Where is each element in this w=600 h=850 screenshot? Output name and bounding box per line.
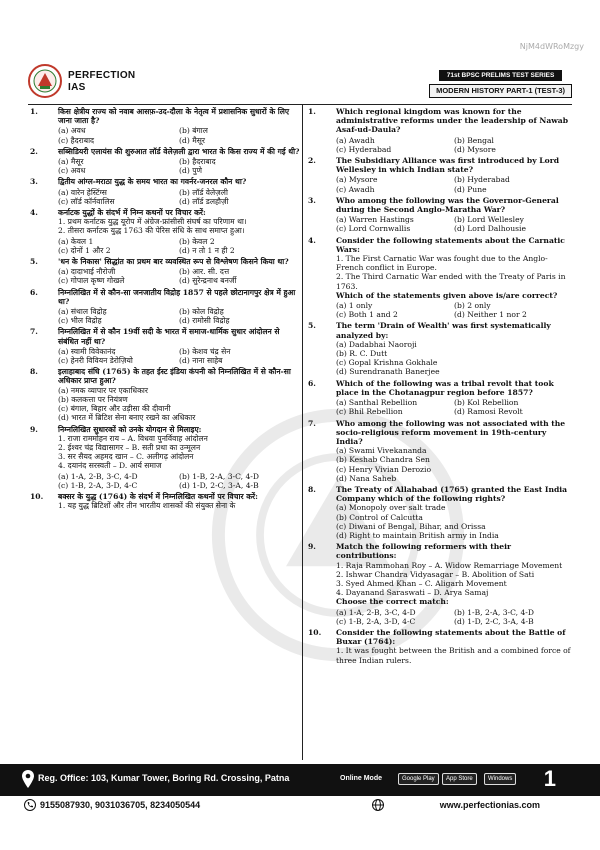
question-item xyxy=(28,367,300,422)
options-grid xyxy=(336,215,572,233)
question-text: The Treaty of Allahabad (1765) granted the East India Company which of the following rights? xyxy=(336,484,568,504)
option-choice: (a) Awadh xyxy=(336,135,375,145)
option-choice: (d) लॉर्ड डलहौज़ी xyxy=(179,196,229,206)
option-choice: (c) लॉर्ड कॉर्नवालिस xyxy=(58,196,115,206)
question-statement: 3. Syed Ahmed Khan – C. Aligarh Movement xyxy=(336,578,507,588)
option-choice: (c) Henry Vivian Derozio xyxy=(336,464,432,474)
brand-line1: PERFECTION xyxy=(68,70,136,81)
option-choice: (a) संथाल विद्रोह xyxy=(58,307,107,317)
option-choice: (d) 1-D, 2-C, 3-A, 4-B xyxy=(179,480,259,490)
question-number: 4. xyxy=(30,208,38,218)
phone-numbers: 9155087930, 9031036705, 8234050544 xyxy=(40,800,201,810)
option-choice: (d) Right to maintain British army in India xyxy=(336,530,499,540)
option-choice: (c) Bhil Rebellion xyxy=(336,407,403,417)
option-choice: (a) वारेन हेस्टिंग्स xyxy=(58,187,107,197)
test-part-title: MODERN HISTORY PART-1 (TEST-3) xyxy=(429,84,572,98)
option-choice: (d) Nana Saheb xyxy=(336,473,397,483)
question-number: 7. xyxy=(30,327,38,337)
option-choice: (b) Keshab Chandra Sen xyxy=(336,455,430,465)
option-choice: (c) गोपाल कृष्ण गोखले xyxy=(58,276,125,286)
option-choice: (d) Lord Dalhousie xyxy=(454,224,526,234)
brand-line2: IAS xyxy=(68,82,86,93)
question-item xyxy=(28,492,300,510)
option-choice: (b) Kol Rebellion xyxy=(454,398,519,408)
question-item xyxy=(306,236,572,320)
question-item xyxy=(28,177,300,206)
question-number: 9. xyxy=(308,542,316,552)
option-choice: (a) स्वामी विवेकानंद xyxy=(58,346,116,356)
question-statement: 1. प्रथम कर्नाटक युद्ध यूरोप में अंग्रेज-फ्रांसीसी संघर्ष का परिणाम था। xyxy=(58,217,247,227)
option-choice: (a) अवध xyxy=(58,126,86,136)
question-statement: 2. The Third Carnatic War ended with the Treaty of Paris in 1763. xyxy=(336,272,566,291)
options-grid xyxy=(336,608,572,626)
question-text: Which of the following was a tribal revolt that took place in the Chotanagpur region before 1857? xyxy=(336,378,554,397)
question-item xyxy=(306,107,572,154)
question-text: निम्नलिखित सुधारकों को उनके योगदान से मिलाइए: xyxy=(58,424,202,434)
options-grid xyxy=(58,347,300,365)
hindi-column xyxy=(28,107,300,760)
option-choice: (d) पुणे xyxy=(179,166,203,176)
question-statement: 1. यह युद्ध ब्रिटिशों और तीन भारतीय शासकों की संयुक्त सेना के xyxy=(58,501,236,511)
option-choice: (b) बंगाल xyxy=(179,126,208,136)
option-choice: (a) Monopoly over salt trade xyxy=(336,503,446,513)
option-choice: (a) केवल 1 xyxy=(58,236,94,246)
option-choice: (b) 2 only xyxy=(454,301,491,311)
option-choice: (c) 1-B, 2-A, 3-D, 4-C xyxy=(336,616,416,626)
option-choice: (c) Gopal Krishna Gokhale xyxy=(336,358,438,368)
location-pin-icon xyxy=(22,770,34,788)
options-grid xyxy=(336,175,572,193)
watermark-code: NjM4dWRoMzgy xyxy=(519,42,584,51)
office-address: Reg. Office: 103, Kumar Tower, Boring Rd. Crossing, Patna xyxy=(38,773,290,783)
option-choice: (a) 1-A, 2-B, 3-C, 4-D xyxy=(336,607,416,617)
option-choice: (d) Neither 1 nor 2 xyxy=(454,310,527,320)
option-choice: (c) हेनरी विवियन डेरोज़ियो xyxy=(58,356,133,366)
option-choice: (a) नमक व्यापार पर एकाधिकार xyxy=(58,385,149,395)
options-grid xyxy=(58,188,300,206)
question-text: 'धन के निकास' सिद्धांत का प्रथम बार व्यवस्थित रूप से विश्लेषण किसने किया था? xyxy=(58,257,289,267)
page-header xyxy=(28,62,572,104)
option-choice: (b) केवल 2 xyxy=(179,236,215,246)
option-choice: (d) मैसूर xyxy=(179,135,205,145)
question-number: 10. xyxy=(308,627,322,637)
question-prompt: Choose the correct match: xyxy=(336,597,449,607)
app-store-badge[interactable]: App Store xyxy=(442,773,477,785)
option-choice: (b) Lord Wellesley xyxy=(454,215,524,225)
question-statement: 1. Raja Rammohan Roy – A. Widow Remarriage Movement xyxy=(336,560,563,570)
option-choice: (a) Santhal Rebellion xyxy=(336,398,418,408)
question-number: 3. xyxy=(308,195,316,205)
options-grid xyxy=(336,301,572,319)
question-statement: 1. राजा राममोहन राय – A. विधवा पुनर्विवाह आंदोलन xyxy=(58,433,208,443)
option-choice: (b) आर. सी. दत्त xyxy=(179,267,230,277)
question-text: The term 'Drain of Wealth' was first systematically analyzed by: xyxy=(336,321,551,340)
options-grid xyxy=(58,126,300,144)
option-choice: (a) मैसूर xyxy=(58,157,84,167)
question-statement: 2. Ishwar Chandra Vidyasagar – B. Abolition of Sati xyxy=(336,569,535,579)
question-number: 6. xyxy=(308,378,316,388)
question-text: बक्सर के युद्ध (1764) के संदर्भ में निम्नलिखित कथनों पर विचार करें: xyxy=(58,491,258,501)
option-choice: (b) 1-B, 2-A, 3-C, 4-D xyxy=(179,471,259,481)
footer-bar xyxy=(0,764,600,796)
question-number: 1. xyxy=(308,107,316,116)
option-choice: (b) 1-B, 2-A, 3-C, 4-D xyxy=(454,607,534,617)
options-grid xyxy=(336,398,572,416)
options-grid xyxy=(58,267,300,285)
page-number: 1 xyxy=(543,766,556,791)
options-grid xyxy=(58,472,300,490)
option-choice: (c) Diwani of Bengal, Bihar, and Orissa xyxy=(336,521,486,531)
question-item xyxy=(28,327,300,365)
option-choice: (a) Dadabhai Naoroji xyxy=(336,339,417,349)
question-item xyxy=(28,147,300,176)
option-choice: (a) 1 only xyxy=(336,301,373,311)
option-choice: (c) दोनों 1 और 2 xyxy=(58,245,111,255)
option-choice: (d) नाना साहेब xyxy=(179,356,223,366)
option-choice: (b) केशव चंद्र सेन xyxy=(179,346,231,356)
column-divider xyxy=(302,105,303,760)
question-text: इलाहाबाद संधि (1765) के तहत ईस्ट इंडिया कंपनी को निम्नलिखित में से कौन-सा अधिकार प्राप्त हुआ? xyxy=(58,367,291,386)
option-choice: (c) बंगाल, बिहार और उड़ीसा की दीवानी xyxy=(58,404,171,414)
question-item xyxy=(306,379,572,417)
option-choice: (d) सुरेन्द्रनाथ बनर्जी xyxy=(179,276,237,286)
option-choice: (d) न तो 1 न ही 2 xyxy=(179,245,235,255)
option-choice: (c) भील विद्रोह xyxy=(58,316,102,326)
question-item xyxy=(28,107,300,145)
question-prompt: Which of the statements given above is/are correct? xyxy=(336,290,558,300)
option-choice: (c) Both 1 and 2 xyxy=(336,310,398,320)
option-choice: (b) R. C. Dutt xyxy=(336,349,388,359)
brand-name xyxy=(68,70,135,94)
question-number: 5. xyxy=(308,321,316,331)
options-grid xyxy=(336,136,572,154)
option-choice: (a) Swami Vivekananda xyxy=(336,446,427,456)
question-text: Who among the following was not associated with the socio-religious reform movement in 19th-century India? xyxy=(336,418,566,446)
question-text: Who among the following was the Governor-General during the Second Anglo-Maratha War? xyxy=(336,195,559,215)
question-number: 9. xyxy=(30,424,38,434)
question-number: 8. xyxy=(308,484,316,494)
question-text: Consider the following statements about the Carnatic Wars: xyxy=(336,235,565,254)
option-choice: (b) Hyderabad xyxy=(454,175,510,185)
options-grid xyxy=(58,157,300,175)
question-number: 3. xyxy=(30,177,38,187)
option-choice: (b) Control of Calcutta xyxy=(336,512,423,522)
option-choice: (b) हैदराबाद xyxy=(179,157,216,167)
options-grid xyxy=(58,307,300,325)
question-number: 2. xyxy=(308,156,316,166)
question-number: 8. xyxy=(30,367,38,377)
question-text: द्वितीय आंग्ल-मराठा युद्ध के समय भारत का गवर्नर-जनरल कौन था? xyxy=(58,177,247,187)
option-choice: (b) Bengal xyxy=(454,135,494,145)
perfection-logo-icon xyxy=(28,64,62,98)
question-number: 6. xyxy=(30,287,38,297)
google-play-badge[interactable]: Google Play xyxy=(398,773,439,785)
question-item xyxy=(28,425,300,490)
question-item xyxy=(306,419,572,483)
question-item xyxy=(306,156,572,194)
question-text: Consider the following statements about the Battle of Buxar (1764): xyxy=(336,627,566,647)
question-text: सब्सिडियरी एलायंस की शुरुआत लॉर्ड वेलेज़ली द्वारा भारत के किस राज्य में की गई थी? xyxy=(58,146,300,156)
option-choice: (c) Awadh xyxy=(336,184,375,194)
option-choice: (d) Pune xyxy=(454,184,487,194)
english-column xyxy=(306,107,572,760)
option-choice: (d) Mysore xyxy=(454,144,496,154)
question-statement: 3. सर सैयद अहमद खान – C. अलीगढ़ आंदोलन xyxy=(58,452,194,462)
question-number: 4. xyxy=(308,235,316,245)
question-item xyxy=(306,628,572,665)
question-text: Match the following reformers with their contributions: xyxy=(336,542,511,561)
question-number: 5. xyxy=(30,257,38,267)
windows-badge[interactable]: Windows xyxy=(484,773,516,785)
contact-strip xyxy=(0,796,600,818)
question-text: निम्नलिखित में से कौन-सा जनजातीय विद्रोह 1857 से पहले छोटानागपुर क्षेत्र में हुआ था? xyxy=(58,287,296,306)
question-statement: 2. तीसरा कर्नाटक युद्ध 1763 की पेरिस संधि के साथ समाप्त हुआ। xyxy=(58,226,245,236)
option-choice: (a) 1-A, 2-B, 3-C, 4-D xyxy=(58,471,138,481)
option-choice: (b) कलकत्ता पर नियंत्रण xyxy=(58,394,128,404)
question-statement: 4. Dayanand Saraswati – D. Arya Samaj xyxy=(336,588,489,598)
question-text: कर्नाटक युद्धों के संदर्भ में निम्न कथनों पर विचार करें: xyxy=(58,208,206,218)
question-text: The Subsidiary Alliance was first introduced by Lord Wellesley in which Indian state? xyxy=(336,156,560,175)
question-statement: 4. दयानंद सरस्वती – D. आर्य समाज xyxy=(58,461,162,471)
question-statement: 1. It was fought between the British and a combined force of three Indian rulers. xyxy=(336,646,571,665)
phone-icon xyxy=(24,799,36,811)
question-number: 7. xyxy=(308,418,316,428)
option-choice: (c) 1-B, 2-A, 3-D, 4-C xyxy=(58,480,138,490)
question-item xyxy=(28,288,300,326)
option-choice: (c) हैदराबाद xyxy=(58,135,95,145)
question-item xyxy=(28,257,300,286)
question-text: निम्नलिखित में से कौन 19वीं सदी के भारत में समाज-धार्मिक सुधार आंदोलन से संबंधित नहीं था? xyxy=(58,327,280,346)
option-choice: (d) भारत में ब्रिटिश सेना बनाए रखने का अधिकार xyxy=(58,413,196,423)
question-statement: 2. ईश्वर चंद्र विद्यासागर – B. सती प्रथा का उन्मूलन xyxy=(58,442,201,452)
question-item xyxy=(306,485,572,540)
option-choice: (c) Hyderabad xyxy=(336,144,392,154)
question-number: 1. xyxy=(30,107,38,116)
question-item xyxy=(306,321,572,376)
options-grid xyxy=(58,237,300,255)
option-choice: (b) कोल विद्रोह xyxy=(179,307,224,317)
option-choice: (a) दादाभाई नौरोजी xyxy=(58,267,116,277)
option-choice: (c) अवध xyxy=(58,166,86,176)
option-choice: (a) Warren Hastings xyxy=(336,215,414,225)
series-box xyxy=(429,64,572,98)
online-mode-label: Online Mode xyxy=(340,775,382,782)
website-link[interactable]: www.perfectionias.com xyxy=(439,800,540,810)
option-choice: (a) Mysore xyxy=(336,175,378,185)
question-number: 2. xyxy=(30,146,38,156)
option-choice: (d) Surendranath Banerjee xyxy=(336,367,440,377)
question-number: 10. xyxy=(30,491,44,501)
globe-icon xyxy=(372,799,384,811)
question-item xyxy=(306,196,572,234)
question-item xyxy=(28,208,300,255)
option-choice: (d) Ramosi Revolt xyxy=(454,407,523,417)
option-choice: (c) Lord Cornwallis xyxy=(336,224,411,234)
question-item xyxy=(306,542,572,626)
question-statement: 1. The First Carnatic War was fought due to the Anglo-French conflict in Europe. xyxy=(336,254,548,273)
question-text: किस क्षेत्रीय राज्य को नवाब आसफ़-उद-दौला के नेतृत्व में प्रशासनिक सुधारों के लिए जाना जाता है? xyxy=(58,107,290,126)
option-choice: (d) रामोसी विद्रोह xyxy=(179,316,230,326)
series-title: 71st BPSC PRELIMS TEST SERIES xyxy=(439,70,563,81)
option-choice: (b) लॉर्ड वेलेज़ली xyxy=(179,187,228,197)
option-choice: (d) 1-D, 2-C, 3-A, 4-B xyxy=(454,616,534,626)
question-content xyxy=(28,104,572,760)
question-text: Which regional kingdom was known for the administrative reforms under the leadership of Nawab Asaf-ud-Daula? xyxy=(336,107,569,135)
